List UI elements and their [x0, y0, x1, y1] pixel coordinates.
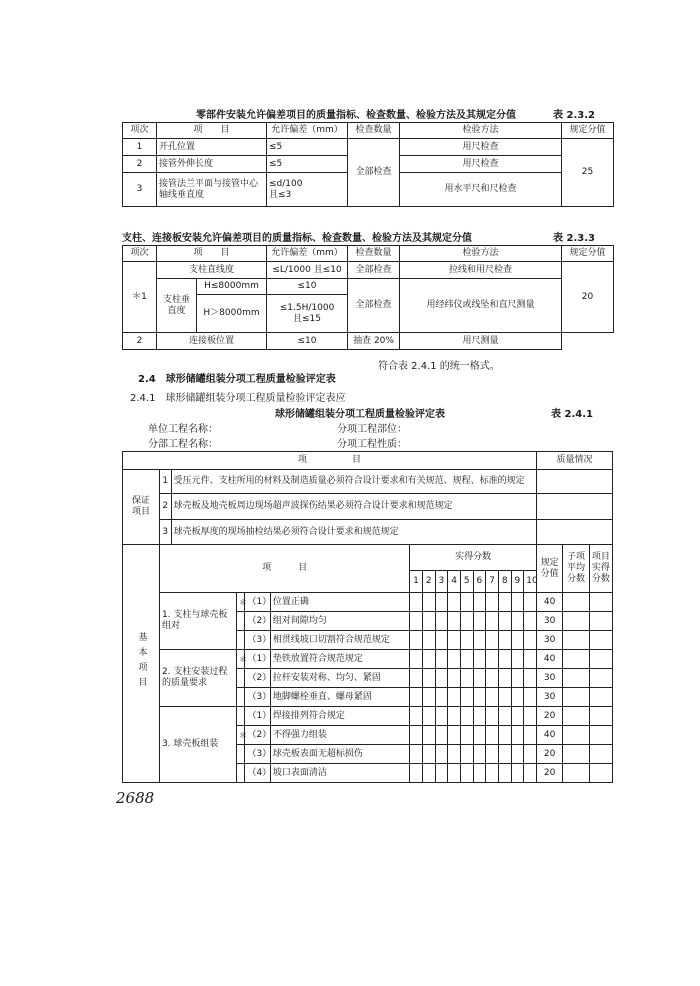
score-cell — [435, 650, 448, 669]
score-cell — [422, 764, 435, 783]
score-cell — [486, 650, 499, 669]
row-number: ＊1 — [123, 262, 157, 333]
avg-cell — [563, 593, 589, 612]
score-col: 8 — [498, 571, 511, 593]
item-header: 项 目 — [159, 545, 409, 593]
check-quantity-cell: 全部检查 — [348, 262, 400, 279]
score-cell — [448, 707, 461, 726]
table-2-3-3-caption: 支柱、连接板安装允许偏差项目的质量指标、检查数量、检验方法及其规定分值 — [122, 233, 472, 244]
score-cell — [524, 650, 537, 669]
score-cell — [486, 726, 499, 745]
basic-items-label-text: 基本项目 — [136, 631, 147, 692]
score-cell — [435, 593, 448, 612]
col-header: 允许偏差（mm） — [267, 123, 348, 139]
score-header: 实得分数 — [410, 545, 537, 571]
prescribed-score: 20 — [536, 707, 562, 726]
score-cell — [511, 745, 524, 764]
col-header: 项次 — [123, 123, 157, 139]
section-heading-2-4-1: 2.4.1 球形储罐组装分项工程质量检验评定表应 — [130, 393, 346, 404]
prescribed-score: 30 — [536, 612, 562, 631]
item-cell: 开孔位置 — [157, 139, 267, 156]
score-cell — [422, 726, 435, 745]
score-cell — [460, 650, 473, 669]
sub-item: 相贯线坡口切割符合规范规定 — [270, 631, 409, 650]
score-cell — [498, 726, 511, 745]
col-header: 检查数量 — [348, 246, 400, 262]
check-quantity-cell: 全部检查 — [348, 279, 400, 333]
item-score-cell — [589, 688, 612, 707]
division-project-label: 分部工程名称： — [148, 439, 218, 450]
row-number: 1 — [159, 470, 171, 494]
method-cell: 用水平尺和尺检查 — [400, 173, 562, 207]
sub-number: （1） — [245, 593, 270, 612]
check-quantity-cell: 抽查 20% — [348, 333, 400, 350]
condition-cell: H＞8000mm — [197, 295, 267, 333]
score-cell — [511, 650, 524, 669]
score-cell — [435, 631, 448, 650]
score-cell — [498, 669, 511, 688]
score-cell — [410, 745, 423, 764]
table-2-3-2-caption: 零部件安装允许偏差项目的质量指标、检查数量、检验方法及其规定分值 — [196, 110, 516, 121]
section-heading-2-4: 2.4 球形储罐组装分项工程质量检验评定表 — [138, 374, 336, 385]
deviation-cell: ≤5 — [267, 139, 348, 156]
row-number: 3 — [159, 520, 171, 545]
group-name: 1. 支柱与球壳板组对 — [159, 593, 236, 650]
score-col: 10 — [524, 571, 537, 593]
score-cell — [511, 707, 524, 726]
score-cell — [498, 745, 511, 764]
avg-cell — [563, 669, 589, 688]
star-mark — [237, 631, 245, 650]
item-cell: 接管法兰平面与接管中心轴线垂直度 — [157, 173, 267, 207]
subproject-nature-label: 分项工程性质： — [337, 439, 407, 450]
method-cell: 用尺测量 — [400, 333, 562, 350]
score-cell — [422, 707, 435, 726]
sub-item: 焊接排列符合规定 — [270, 707, 409, 726]
deviation-cell: ≤5 — [267, 156, 348, 173]
score-cell — [473, 631, 486, 650]
avg-cell — [563, 650, 589, 669]
score-cell — [460, 764, 473, 783]
score-cell — [448, 764, 461, 783]
sub-item: 组对间隙均匀 — [270, 612, 409, 631]
sub-item: 球壳板表面无超标损伤 — [270, 745, 409, 764]
deviation-cell: ≤10 — [267, 279, 348, 295]
score-cell — [486, 593, 499, 612]
col-header: 规定分值 — [562, 123, 614, 139]
table-2-3-3-number: 表 2.3.3 — [553, 233, 595, 244]
score-cell — [498, 764, 511, 783]
deviation-cell — [267, 295, 348, 333]
score-cell — [473, 612, 486, 631]
star-mark — [237, 764, 245, 783]
score-cell — [511, 631, 524, 650]
deviation-line: 且≤3 — [269, 189, 292, 200]
score-cell — [410, 764, 423, 783]
condition-cell: H≤8000mm — [197, 279, 267, 295]
avg-cell — [563, 688, 589, 707]
table-2-4-1-number: 表 2.4.1 — [551, 409, 593, 420]
item-score-header: 项目实得分数 — [589, 545, 612, 593]
score-cell — [448, 688, 461, 707]
score-cell — [486, 688, 499, 707]
score-cell — [448, 631, 461, 650]
check-quantity-cell: 全部检查 — [348, 139, 400, 207]
score-cell — [435, 612, 448, 631]
subproject-part-label: 分项工程部位： — [337, 424, 407, 435]
deviation-cell — [267, 173, 348, 207]
score-cell — [422, 650, 435, 669]
item-cell: 连接板位置 — [157, 333, 267, 350]
empty-cell — [562, 333, 614, 350]
score-cell — [524, 688, 537, 707]
prescribed-score: 20 — [536, 764, 562, 783]
score-cell — [511, 669, 524, 688]
score-cell — [460, 745, 473, 764]
item-score-cell — [589, 612, 612, 631]
score-cell — [435, 745, 448, 764]
prescribed-score: 20 — [536, 745, 562, 764]
score-cell — [486, 612, 499, 631]
quality-cell — [536, 494, 612, 520]
item-score-cell — [589, 593, 612, 612]
score-cell — [511, 764, 524, 783]
sub-number: （4） — [245, 764, 270, 783]
score-cell — [524, 631, 537, 650]
score-cell — [524, 612, 537, 631]
score-cell — [435, 726, 448, 745]
score-cell: 20 — [562, 262, 614, 333]
score-cell — [473, 593, 486, 612]
score-cell — [448, 745, 461, 764]
subitem-average-header: 子项平均分数 — [563, 545, 589, 593]
score-cell — [511, 612, 524, 631]
prescribed-score: 30 — [536, 688, 562, 707]
unit-project-label: 单位工程名称： — [148, 424, 218, 435]
col-header: 检查数量 — [348, 123, 400, 139]
score-cell — [511, 688, 524, 707]
score-cell — [448, 726, 461, 745]
score-cell — [511, 593, 524, 612]
item-cell: 支柱直线度 — [157, 262, 267, 279]
star-mark — [237, 669, 245, 688]
item-score-cell — [589, 707, 612, 726]
group-name: 2. 支柱安装过程的质量要求 — [159, 650, 236, 707]
table-2-4-1-title: 球形储罐组装分项工程质量检验评定表 — [275, 409, 445, 420]
score-cell — [498, 650, 511, 669]
score-cell — [410, 726, 423, 745]
paragraph-tail: 符合表 2.4.1 的统一格式。 — [378, 361, 500, 372]
score-cell — [448, 612, 461, 631]
sub-number: （1） — [245, 650, 270, 669]
sub-number: （2） — [245, 726, 270, 745]
score-cell — [422, 669, 435, 688]
score-cell — [435, 707, 448, 726]
score-cell — [435, 669, 448, 688]
score-cell — [473, 688, 486, 707]
star-mark: ＊ — [237, 650, 245, 669]
prescribed-score: 30 — [536, 669, 562, 688]
deviation-cell: ≤L/1000 且≤10 — [267, 262, 348, 279]
prescribed-score: 40 — [536, 593, 562, 612]
sub-item: 位置正确 — [270, 593, 409, 612]
item-score-cell — [589, 669, 612, 688]
score-cell — [460, 669, 473, 688]
item-header: 项 目 — [123, 452, 537, 470]
avg-cell — [563, 631, 589, 650]
score-cell — [524, 764, 537, 783]
row-number: 2 — [123, 333, 157, 350]
score-col: 7 — [486, 571, 499, 593]
prescribed-score: 40 — [536, 726, 562, 745]
guarantee-item: 球壳板厚度的现场抽检结果必须符合设计要求和规范规定 — [171, 520, 536, 545]
score-cell — [448, 669, 461, 688]
prescribed-score: 30 — [536, 631, 562, 650]
score-cell — [448, 650, 461, 669]
score-cell — [473, 764, 486, 783]
basic-items-label — [123, 545, 160, 783]
score-cell — [410, 631, 423, 650]
guarantee-item: 受压元件、支柱所用的材料及制造质量必须符合设计要求和有关规范、规程、标准的规定 — [171, 470, 536, 494]
score-cell — [498, 707, 511, 726]
score-cell — [410, 688, 423, 707]
star-mark — [237, 745, 245, 764]
score-cell — [524, 726, 537, 745]
score-cell — [422, 688, 435, 707]
score-cell — [524, 669, 537, 688]
score-cell — [473, 707, 486, 726]
col-header: 项 目 — [157, 123, 267, 139]
star-mark — [237, 612, 245, 631]
sub-number: （2） — [245, 612, 270, 631]
table-2-4-1 — [122, 451, 613, 783]
star-mark: ＊ — [237, 593, 245, 612]
sub-number: （3） — [245, 631, 270, 650]
score-cell — [460, 612, 473, 631]
score-cell — [524, 745, 537, 764]
score-cell — [498, 593, 511, 612]
score-cell — [498, 631, 511, 650]
score-cell — [410, 612, 423, 631]
col-header: 项次 — [123, 246, 157, 262]
score-cell — [473, 650, 486, 669]
method-cell: 用尺检查 — [400, 156, 562, 173]
col-header: 允许偏差（mm） — [267, 246, 348, 262]
item-score-cell — [589, 764, 612, 783]
score-cell — [410, 650, 423, 669]
quality-cell — [536, 520, 612, 545]
table-2-3-2 — [122, 122, 614, 207]
score-col: 2 — [422, 571, 435, 593]
avg-cell — [563, 745, 589, 764]
group-name: 3. 球壳板组装 — [159, 707, 236, 783]
score-col: 6 — [473, 571, 486, 593]
score-cell — [524, 593, 537, 612]
sub-item: 坡口表面清洁 — [270, 764, 409, 783]
row-number: 2 — [159, 494, 171, 520]
sub-item: 不得强力组装 — [270, 726, 409, 745]
prescribed-score-header: 规定分值 — [536, 545, 562, 593]
score-cell — [410, 707, 423, 726]
score-cell — [422, 612, 435, 631]
table-2-3-3 — [122, 245, 614, 350]
score-cell — [422, 631, 435, 650]
score-cell — [435, 688, 448, 707]
star-mark — [237, 688, 245, 707]
sub-number: （1） — [245, 707, 270, 726]
row-number: 2 — [123, 156, 157, 173]
score-col: 3 — [435, 571, 448, 593]
score-cell — [524, 707, 537, 726]
score-cell — [486, 764, 499, 783]
score-cell — [486, 745, 499, 764]
avg-cell — [563, 726, 589, 745]
avg-cell — [563, 707, 589, 726]
star-mark: ＊ — [237, 726, 245, 745]
score-cell — [511, 726, 524, 745]
score-cell — [410, 669, 423, 688]
sub-item: 拉杆安装对称、均匀、紧固 — [270, 669, 409, 688]
col-header: 检验方法 — [400, 123, 562, 139]
score-col: 1 — [410, 571, 423, 593]
deviation-cell: ≤10 — [267, 333, 348, 350]
deviation-line: ≤d/100 — [269, 178, 303, 189]
avg-cell — [563, 764, 589, 783]
method-cell: 拉线和用尺检查 — [400, 262, 562, 279]
score-cell — [486, 707, 499, 726]
deviation-line: 且≤15 — [293, 313, 322, 324]
verticality-cell: 支柱垂直度 — [157, 279, 197, 333]
table-2-3-2-number: 表 2.3.2 — [553, 110, 595, 121]
score-cell — [473, 726, 486, 745]
avg-cell — [563, 612, 589, 631]
sub-number: （2） — [245, 669, 270, 688]
star-mark — [237, 707, 245, 726]
page-number: 2688 — [116, 789, 155, 807]
score-cell — [486, 631, 499, 650]
sub-item: 垫铁放置符合规范规定 — [270, 650, 409, 669]
score-col: 9 — [511, 571, 524, 593]
guarantee-label: 保证项目 — [123, 470, 160, 545]
score-cell — [486, 669, 499, 688]
col-header: 项 目 — [157, 246, 267, 262]
quality-cell — [536, 470, 612, 494]
item-score-cell — [589, 726, 612, 745]
deviation-line: ≤1.5H/1000 — [279, 302, 335, 313]
score-col: 5 — [460, 571, 473, 593]
method-cell: 用经纬仪或线坠和直尺测量 — [400, 279, 562, 333]
score-cell: 25 — [562, 139, 614, 207]
score-cell — [473, 669, 486, 688]
row-number: 1 — [123, 139, 157, 156]
score-cell — [410, 593, 423, 612]
score-cell — [460, 688, 473, 707]
score-cell — [460, 707, 473, 726]
score-cell — [460, 593, 473, 612]
item-cell: 接管外伸长度 — [157, 156, 267, 173]
col-header: 规定分值 — [562, 246, 614, 262]
score-cell — [422, 593, 435, 612]
sub-number: （3） — [245, 745, 270, 764]
score-cell — [473, 745, 486, 764]
col-header: 检验方法 — [400, 246, 562, 262]
score-cell — [498, 688, 511, 707]
item-score-cell — [589, 745, 612, 764]
score-cell — [448, 593, 461, 612]
score-cell — [460, 631, 473, 650]
score-cell — [435, 764, 448, 783]
quality-header: 质量情况 — [536, 452, 612, 470]
score-cell — [460, 726, 473, 745]
sub-item: 地脚螺栓垂直、螺母紧固 — [270, 688, 409, 707]
score-col: 4 — [448, 571, 461, 593]
score-cell — [422, 745, 435, 764]
prescribed-score: 40 — [536, 650, 562, 669]
row-number: 3 — [123, 173, 157, 207]
method-cell: 用尺检查 — [400, 139, 562, 156]
item-score-cell — [589, 650, 612, 669]
score-cell — [498, 612, 511, 631]
guarantee-item: 球壳板及地壳板周边现场超声波探伤结果必须符合设计要求和规范规定 — [171, 494, 536, 520]
item-score-cell — [589, 631, 612, 650]
sub-number: （3） — [245, 688, 270, 707]
